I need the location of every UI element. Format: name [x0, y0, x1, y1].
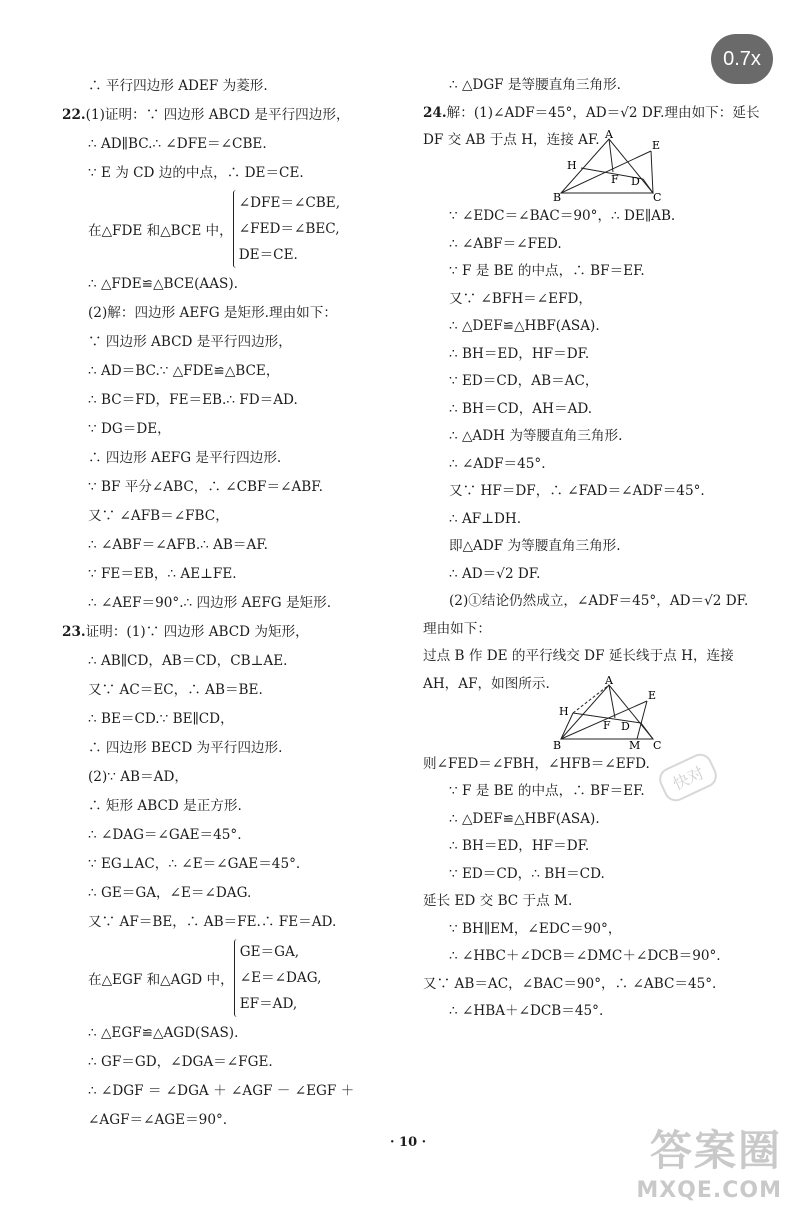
- brace-lead: 在△EGF 和△AGD 中，: [88, 972, 234, 988]
- text-line: ∵ F 是 BE 的中点，∴ BF＝EF.: [449, 783, 645, 799]
- text-line: ∴ BH＝ED，HF＝DF.: [449, 838, 590, 854]
- text-line: ∴ GE＝GA，∠E＝∠DAG.: [88, 885, 252, 901]
- text-line: 又∵ ∠BFH＝∠EFD，: [449, 290, 593, 307]
- figure-label: A: [605, 129, 613, 141]
- problem-23-first-line: [62, 618, 394, 647]
- text-line: ∵ ED＝CD，∴ BH＝CD.: [449, 865, 605, 882]
- brace-item: ∠DFE＝∠CBE,: [238, 195, 341, 211]
- figure-label: C: [653, 738, 662, 749]
- watermark-line: 答案圈: [649, 1126, 782, 1175]
- text-line: ∵ BH∥EM，∠EDC＝90°，: [449, 920, 622, 937]
- text-line: ∴ ∠DGF ＝ ∠DGA ＋ ∠AGF － ∠EGF ＋: [88, 1083, 355, 1099]
- text-line: ∵ E 为 CD 边的中点，∴ DE＝CE.: [88, 165, 304, 181]
- figure-label: C: [653, 191, 662, 201]
- text-line: 又∵ HF＝DF，∴ ∠FAD＝∠ADF＝45°.: [449, 483, 705, 499]
- figure-label: A: [605, 673, 613, 687]
- text-line: ∴ △EGF≌△AGD(SAS).: [88, 1025, 239, 1041]
- zoom-badge[interactable]: 0.7x: [711, 34, 773, 84]
- text-line: ∴ ∠ABF＝∠FED.: [449, 235, 562, 252]
- text-line: ∴ BE＝CD.∵ BE∥CD，: [88, 711, 234, 727]
- problem-number: 23.: [62, 624, 86, 640]
- problem-24-first-line: [423, 100, 773, 148]
- brace-item: ∠E＝∠DAG,: [239, 970, 322, 986]
- text-line: ∴ AD∥BC.∴ ∠DFE＝∠CBE.: [88, 136, 267, 152]
- text-line: ∴ BH＝CD，AH＝AD.: [449, 400, 593, 417]
- text-line: ∴ △ADH 为等腰直角三角形.: [449, 428, 623, 444]
- text-line: ∴ 平行四边形 ADEF 为菱形.: [88, 78, 268, 94]
- figure-label: F: [611, 173, 619, 186]
- figure-label: E: [652, 139, 661, 152]
- text-line: ∴ △DEF≌△HBF(ASA).: [449, 810, 600, 827]
- text-line: ∴ AD＝BC.∵ △FDE≌△BCE，: [88, 363, 280, 379]
- text-line: ∵ FE＝EB，∴ AE⊥FE.: [88, 566, 237, 582]
- left-column: [62, 72, 394, 1135]
- text-line: ∵ ∠EDC＝∠BAC＝90°，∴ DE∥AB.: [449, 208, 676, 224]
- brace-system: [62, 190, 394, 268]
- problem-number: 24.: [423, 104, 447, 121]
- brace-list: [233, 190, 340, 268]
- text-line: 过点 B 作 DE 的平行线交 DF 延长线于点 H，连接 AH，AF，如图所示.: [423, 648, 734, 692]
- text-line: ∴ BH＝ED，HF＝DF.: [449, 345, 590, 362]
- brace-list: [234, 939, 322, 1017]
- text-line: ∴ GF＝GD，∠DGA＝∠FGE.: [88, 1054, 273, 1070]
- text-line: 又∵ AC＝EC，∴ AB＝BE.: [88, 682, 263, 698]
- text-line: ∵ F 是 BE 的中点，∴ BF＝EF.: [449, 263, 645, 279]
- text-line: ∴ ∠ABF＝∠AFB.∴ AB＝AF.: [88, 537, 268, 553]
- text-line: 则∠FED＝∠FBH，∠HFB＝∠EFD.: [423, 755, 650, 772]
- text-line: 又∵ AB＝AC，∠BAC＝90°，∴ ∠ABC＝45°.: [423, 975, 717, 992]
- text-line: ∴ △FDE≌△BCE(AAS).: [88, 276, 238, 292]
- geometry-figure-2: [553, 673, 663, 749]
- text-line: ∵ 四边形 ABCD 是平行四边形，: [88, 334, 292, 350]
- brace-item: DE＝CE.: [238, 247, 298, 263]
- figure-label: D: [631, 175, 640, 188]
- text-line: 证明：(1)∵ 四边形 ABCD 为矩形，: [85, 624, 309, 640]
- brace-lead: 在△FDE 和△BCE 中，: [88, 223, 233, 239]
- figure-label: E: [648, 688, 657, 702]
- brace-system: [62, 939, 394, 1017]
- brace-item: GE＝GA,: [239, 944, 300, 960]
- text-line: ∴ AD＝√2 DF.: [449, 565, 541, 582]
- figure-label: M: [629, 738, 641, 749]
- text-line: ∴ ∠HBA＋∠DCB＝45°.: [449, 1003, 604, 1019]
- text-line: ∵ EG⊥AC，∴ ∠E＝∠GAE＝45°.: [88, 856, 301, 872]
- text-line: ∴ BC＝FD，FE＝EB.∴ FD＝AD.: [88, 392, 298, 408]
- text-line: ∵ BF 平分∠ABC，∴ ∠CBF＝∠ABF.: [88, 479, 323, 495]
- figure-label: F: [603, 718, 611, 732]
- brace-item: EF＝AD,: [239, 996, 298, 1012]
- text-line: 又∵ AF＝BE，∴ AB＝FE.∴ FE＝AD.: [88, 914, 337, 930]
- text-line: ∴ ∠DAG＝∠GAE＝45°.: [88, 827, 242, 843]
- text-line: (2)∵ AB＝AD，: [88, 769, 188, 785]
- text-line: 又∵ ∠AFB＝∠FBC，: [88, 508, 229, 524]
- page-number: · 10 ·: [390, 1135, 427, 1150]
- text-line: ∴ △DGF 是等腰直角三角形.: [449, 77, 622, 93]
- problem-number: 22.: [62, 107, 86, 123]
- text-line: (2)①结论仍然成立，∠ADF＝45°，AD＝√2 DF.: [449, 593, 749, 609]
- figure-label: D: [621, 719, 630, 733]
- text-line: ∴ 四边形 AEFG 是平行四边形.: [88, 450, 282, 466]
- figure-label: B: [553, 738, 562, 749]
- text-line: ∴ AB∥CD，AB＝CD，CB⊥AE.: [88, 653, 288, 669]
- figure-label: B: [553, 191, 562, 201]
- text-line: ∵ DG＝DE，: [88, 421, 171, 437]
- problem-22-first-line: [62, 101, 394, 130]
- text-line: (2)解：四边形 AEFG 是矩形.理由如下：: [88, 305, 337, 321]
- text-line: 解：(1)∠ADF＝45°，AD＝√2 DF.理由如下：延长 DF 交 AB 于点 H，连接 AF.: [423, 104, 760, 148]
- watermark-stamp: 快对: [655, 750, 721, 805]
- text-line: ∴ ∠HBC＋∠DCB＝∠DMC＋∠DCB＝90°.: [449, 948, 721, 964]
- text-line: ∴ 四边形 BECD 为平行四边形.: [88, 740, 283, 756]
- text-line: ∴ ∠AEF＝90°.∴ 四边形 AEFG 是矩形.: [88, 595, 332, 611]
- text-line: 延长 ED 交 BC 于点 M.: [423, 893, 573, 909]
- text-line: (1)证明：∵ 四边形 ABCD 是平行四边形，: [85, 107, 350, 123]
- right-column: [423, 72, 773, 1026]
- watermark: [636, 1118, 782, 1203]
- text-line: ∴ AF⊥DH.: [449, 510, 522, 527]
- watermark-line: MXQE.COM: [636, 1178, 782, 1203]
- text-line: ∴ 矩形 ABCD 是正方形.: [88, 798, 242, 814]
- figure-label: H: [559, 704, 569, 718]
- text-line: ∴ ∠ADF＝45°.: [449, 455, 546, 472]
- figure-label: H: [567, 159, 577, 172]
- brace-item: ∠FED＝∠BEC,: [238, 221, 340, 237]
- text-line: 即△ADF 为等腰直角三角形.: [449, 538, 621, 554]
- text-line: 理由如下：: [423, 620, 491, 637]
- text-line: ∠AGF＝∠AGE＝90°.: [88, 1112, 228, 1128]
- text-line: ∴ △DEF≌△HBF(ASA).: [449, 318, 600, 334]
- text-line: ∵ ED＝CD，AB＝AC，: [449, 373, 599, 389]
